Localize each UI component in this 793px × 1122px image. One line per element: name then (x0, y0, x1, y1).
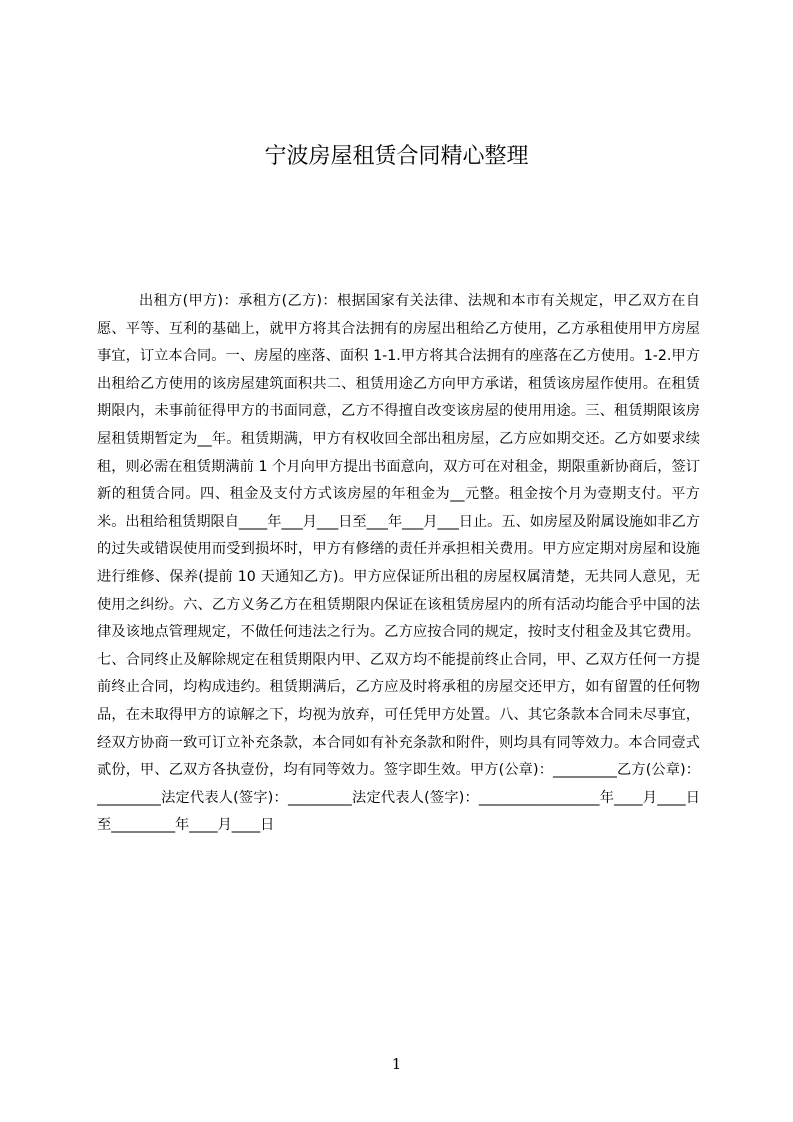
page-number: 1 (391, 1055, 402, 1073)
contract-body-text: 出租方(甲方)：承租方(乙方)：根据国家有关法律、法规和本市有关规定，甲乙双方在自愿、平等、互利的基础上，就甲方将其合法拥有的房屋出租给乙方使用，乙方承租使用甲方房屋事宜，订立本合同。一、房屋的座落、面积 1-1.甲方将其合法拥有的座落在乙方使用。1-2.甲方出租给乙方使用的该房屋建筑面积共二、租赁用途乙方向甲方承诺，租赁该房屋作使用。在租赁期限内，未事前征得甲方的书面同意，乙方不得擅自改变该房屋的使用用途。三、租赁期限该房屋租赁期暂定为__年。租赁期满，甲方有权收回全部出租房屋，乙方应如期交还。乙方如要求续租，则必需在租赁期满前 1 个月向甲方提出书面意向，双方可在对租金，期限重新协商后，签订新的租赁合同。四、租金及支付方式该房屋的年租金为__元整。租金按个月为壹期支付。平方米。出租给租赁期限自____年___月___日至___年___月___日止。五、如房屋及附属设施如非乙方的过失或错误使用而受到损坏时，甲方有修缮的责任并承担相关费用。甲方应定期对房屋和设施进行维修、保养(提前 10 天通知乙方)。甲方应保证所出租的房屋权属清楚，无共同人意见，无使用之纠纷。六、乙方义务乙方在租赁期限内保证在该租赁房屋内的所有活动均能合乎中国的法律及该地点管理规定，不做任何违法之行为。乙方应按合同的规定，按时支付租金及其它费用。七、合同终止及解除规定在租赁期限内甲、乙双方均不能提前终止合同，甲、乙双方任何一方提前终止合同，均构成违约。租赁期满后，乙方应及时将承租的房屋交还甲方，如有留置的任何物品，在未取得甲方的谅解之下，均视为放弃，可任凭甲方处置。八、其它条款本合同未尽事宜，经双方协商一致可订立补充条款，本合同如有补充条款和附件，则均具有同等效力。本合同壹式贰份，甲、乙双方各执壹份，均有同等效力。签字即生效。甲方(公章)：_________乙方(公章)：_________法定代表人(签字)：_________法定代表人(签字)：_________________年____月____日至_________年____月____日 (97, 293, 700, 834)
document-title: 宁波房屋租赁合同精心整理 (264, 144, 529, 169)
